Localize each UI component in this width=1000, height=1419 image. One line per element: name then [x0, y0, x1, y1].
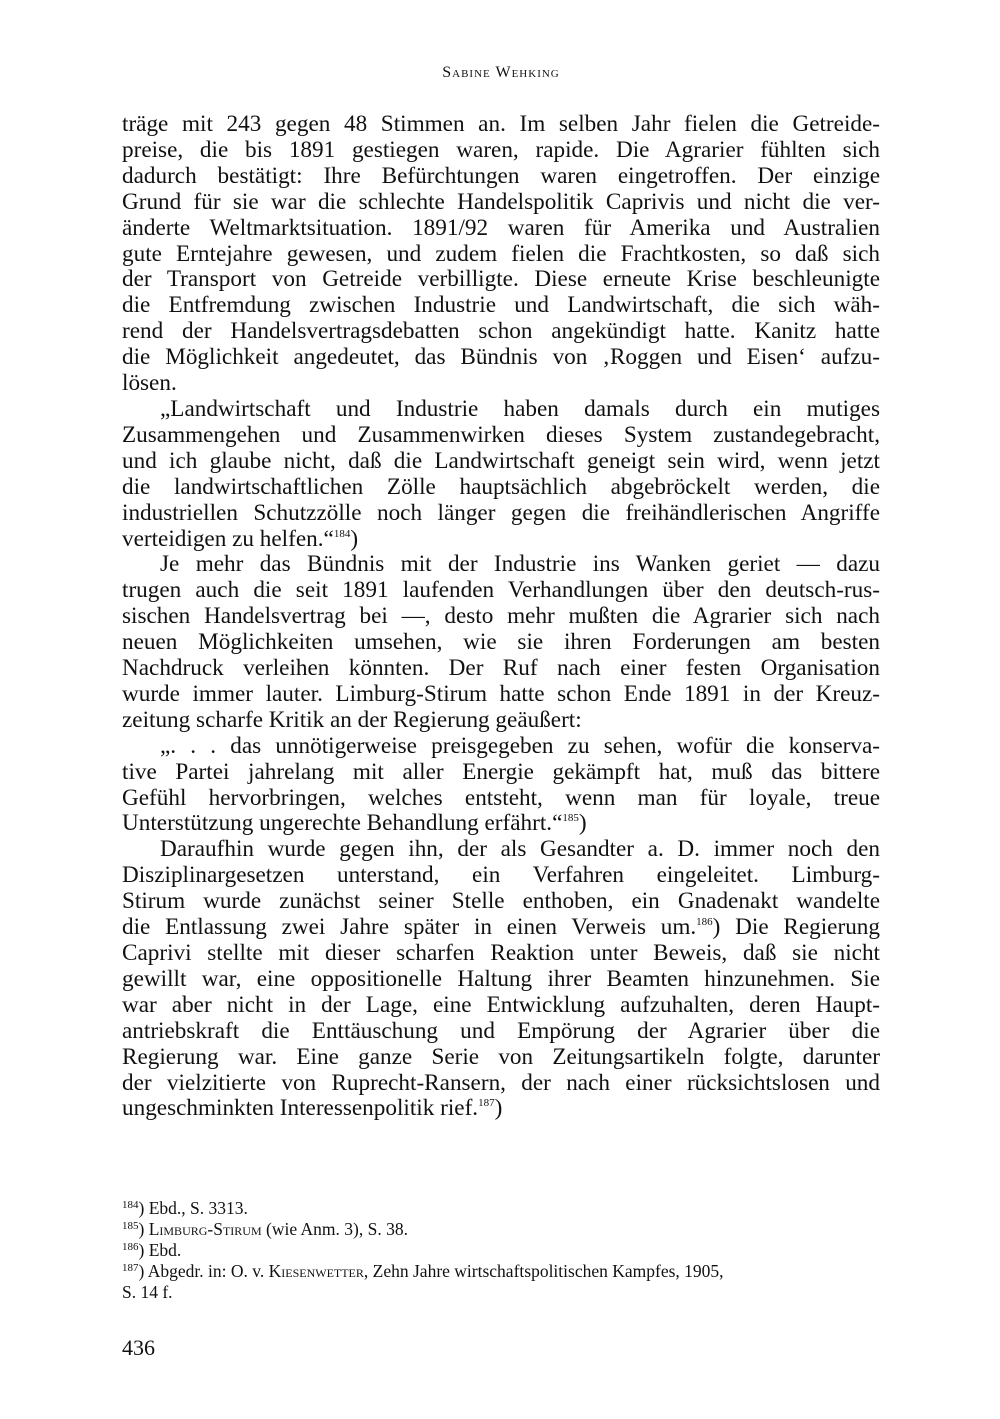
text-line: Regierung war. Eine ganze Serie von Zeitungsartikeln folgte, darunter — [122, 1043, 880, 1070]
text-line — [122, 1096, 880, 1122]
footnote-text: Ebd. — [144, 1240, 182, 1260]
text-line: „Landwirtschaft und Industrie haben damals durch ein mutiges — [160, 395, 880, 422]
text-line: antriebskraft die Enttäuschung und Empörung der Agrarier über die — [122, 1017, 880, 1044]
page-number: 436 — [122, 1335, 155, 1360]
text-line: war aber nicht in der Lage, eine Entwicklung aufzuhalten, deren Haupt- — [122, 991, 880, 1018]
text-line: rend der Handelsvertragsdebatten schon angekündigt hatte. Kanitz hatte — [122, 318, 880, 345]
footnote-text: (wie Anm. 3), S. 38. — [261, 1219, 408, 1239]
text-line: der vielzitierte von Ruprecht-Ransern, der nach einer rücksichtslosen und — [122, 1069, 880, 1096]
footnote-number: 186 — [122, 1241, 139, 1253]
footnote-ref-184: 184 — [333, 527, 351, 540]
text-line: preise, die bis 1891 gestiegen waren, rapide. Die Agrarier fühlten sich — [122, 136, 880, 163]
text-line: Disziplinargesetzen unterstand, ein Verfahren eingeleitet. Limburg- — [122, 862, 880, 889]
text-line: gewillt war, eine oppositionelle Haltung ihrer Beamten hinzunehmen. Sie — [122, 965, 880, 992]
text-line: Stirum wurde zunächst seiner Stelle enthoben, ein Gnadenakt wandelte — [122, 888, 880, 915]
text-line — [122, 527, 880, 553]
footnote-ref-close: ) — [494, 1095, 503, 1122]
footnote-ref-close: ) — [350, 525, 359, 552]
text-line: neuen Möglichkeiten umsehen, wie sie ihren Forderungen am besten — [122, 629, 880, 656]
text-line: träge mit 243 gegen 48 Stimmen an. Im selben Jahr fielen die Getreide- — [122, 111, 880, 137]
footnote-187-continued: S. 14 f. — [122, 1282, 173, 1302]
text-line: lösen. — [122, 370, 177, 397]
text-line: die landwirtschaftlichen Zölle hauptsächlich abgebröckelt werden, die — [122, 473, 880, 500]
text-fragment: die Entlassung zwei Jahre später in einen Verweis um. — [122, 914, 697, 941]
footnote-close: ) — [138, 1261, 145, 1281]
text-fragment: verteidigen zu helfen.“ — [122, 525, 334, 552]
text-fragment: ungeschminkten Interessenpolitik rief. — [122, 1095, 479, 1122]
footnote-ref-186: 186 — [696, 916, 713, 929]
footnote-author: Limburg-Stirum — [148, 1219, 262, 1239]
footnote-ref-close: ) — [578, 810, 587, 837]
text-fragment: Unterstützung ungerechte Behandlung erfährt.“ — [122, 810, 563, 837]
text-line: sischen Handelsvertrag bei —, desto mehr mußten die Agrarier sich nach — [122, 603, 880, 630]
quotation-1 — [122, 397, 880, 552]
text-line: zeitung scharfe Kritik an der Regierung geäußert: — [122, 706, 582, 733]
text-fragment: ) Die Regierung — [712, 914, 880, 941]
text-line: änderte Weltmarktsituation. 1891/92 waren für Amerika und Australien — [122, 214, 880, 241]
footnote-ref-187: 187 — [478, 1097, 495, 1110]
footnote-text: , Zehn Jahre wirtschaftspolitischen Kampfes, 1905, — [363, 1261, 724, 1281]
paragraph-1 — [122, 112, 880, 397]
text-line: der Transport von Getreide verbilligte. Diese erneute Krise beschleunigte — [122, 266, 880, 293]
text-line: gute Erntejahre gewesen, und zudem fielen die Frachtkosten, so daß sich — [122, 240, 880, 267]
footnote-187 — [122, 1261, 880, 1282]
footnote-number: 187 — [122, 1262, 139, 1274]
text-line: Daraufhin wurde gegen ihn, der als Gesandter a. D. immer noch den — [160, 836, 880, 863]
paragraph-3 — [122, 837, 880, 1122]
running-head — [122, 64, 880, 82]
footnote-number: 185 — [122, 1220, 139, 1232]
text-line: die Entfremdung zwischen Industrie und Landwirtschaft, die sich wäh- — [122, 292, 880, 319]
footnote-184 — [122, 1198, 880, 1219]
text-line: Gefühl hervorbringen, welches entsteht, wenn man für loyale, treue — [122, 784, 880, 811]
footnote-close: ) — [138, 1219, 145, 1239]
text-line: trugen auch die seit 1891 laufenden Verhandlungen über den deutsch-rus- — [122, 577, 880, 604]
text-line: industriellen Schutzzölle noch länger gegen die freihändlerischen Angriffe — [122, 499, 880, 526]
text-line: Caprivi stellte mit dieser scharfen Reaktion unter Beweis, daß sie nicht — [122, 940, 880, 966]
footnote-186 — [122, 1240, 880, 1261]
footnotes — [122, 1198, 880, 1303]
text-line: „. . . das unnötigerweise preisgegeben zu sehen, wofür die konserva- — [160, 732, 880, 759]
footnote-number: 184 — [122, 1199, 139, 1211]
footnote-close: ) — [138, 1198, 145, 1218]
text-line: und ich glaube nicht, daß die Landwirtschaft geneigt sein wird, wenn jetzt — [122, 447, 880, 474]
text-line: Nachdruck verleihen könnten. Der Ruf nach einer festen Organisation — [122, 655, 880, 682]
footnote-text: Abgedr. in: O. v. — [144, 1261, 269, 1281]
footnote-185 — [122, 1219, 880, 1240]
footnote-author: Kiesenwetter — [268, 1261, 364, 1281]
text-line: Grund für sie war die schlechte Handelspolitik Caprivis und nicht die ver- — [122, 188, 880, 215]
footnote-close: ) — [138, 1240, 145, 1260]
text-line: tive Partei jahrelang mit aller Energie gekämpft hat, muß das bittere — [122, 758, 880, 785]
paragraph-2 — [122, 552, 880, 733]
text-line: Je mehr das Bündnis mit der Industrie ins Wanken geriet — dazu — [160, 551, 880, 578]
footnote-ref-185: 185 — [562, 812, 579, 825]
text-line: dadurch bestätigt: Ihre Befürchtungen waren eingetroffen. Der einzige — [122, 162, 880, 189]
text-line: Zusammengehen und Zusammenwirken dieses System zustandegebracht, — [122, 421, 880, 448]
running-head-last: Wehking — [495, 64, 560, 81]
body-text — [122, 112, 880, 1122]
footnote-text: Ebd., S. 3313. — [144, 1198, 248, 1218]
text-line — [122, 811, 880, 837]
text-line — [122, 915, 880, 941]
quotation-2 — [122, 734, 880, 838]
text-line: die Möglichkeit angedeutet, das Bündnis von ‚Roggen und Eisen‘ aufzu- — [122, 344, 880, 371]
text-line: wurde immer lauter. Limburg-Stirum hatte schon Ende 1891 in der Kreuz- — [122, 680, 880, 707]
running-head-first: Sabine — [442, 64, 491, 81]
